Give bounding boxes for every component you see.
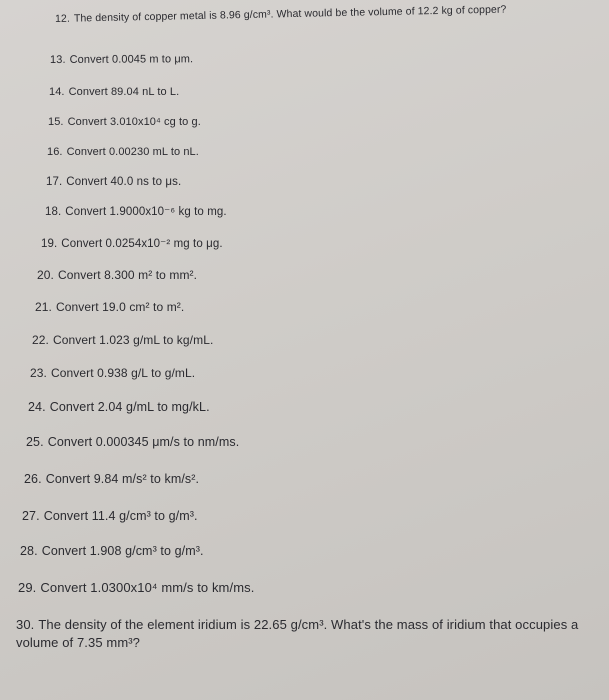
question-number: 30. [16,617,35,632]
question-number: 20. [37,268,54,282]
question-text: Convert 0.00230 mL to nL. [66,146,199,158]
question-12 [55,3,507,26]
question-number: 21. [35,300,52,314]
question-23 [30,366,195,380]
question-number: 25. [26,435,44,449]
question-text: Convert 1.0300x10⁴ mm/s to km/ms. [40,580,255,595]
question-number: 19. [41,238,58,250]
question-13 [50,52,193,67]
question-number: 13. [49,53,66,66]
question-text: The density of the element iridium is 22.65 g/cm³. What's the mass of iridium that occupies a volume of 7.35 mm³? [16,617,579,650]
question-21 [35,300,184,314]
question-text: Convert 9.84 m/s² to km/s². [45,472,200,486]
question-number: 16. [47,146,63,158]
question-16 [47,145,199,159]
question-text: Convert 8.300 m² to mm². [57,268,198,282]
question-26 [24,472,199,486]
question-29 [18,581,254,595]
question-24 [28,400,210,414]
question-number: 27. [22,509,40,523]
question-text: Convert 1.9000x10⁻⁶ kg to mg. [65,206,227,218]
question-text: Convert 2.04 g/mL to mg/kL. [49,400,210,414]
question-number: 28. [20,544,38,558]
question-text: Convert 1.023 g/mL to kg/mL. [52,333,214,347]
question-15 [48,115,201,129]
question-text: Convert 1.908 g/cm³ to g/m³. [41,544,204,558]
question-14 [49,85,179,99]
question-text: Convert 40.0 ns to μs. [66,176,182,188]
question-18 [45,205,227,219]
question-number: 14. [49,86,65,98]
question-text: Convert 0.0045 m to μm. [69,53,194,66]
question-number: 15. [48,116,64,128]
question-20 [37,268,197,282]
question-number: 23. [30,366,47,380]
question-text: Convert 3.010x10⁴ cg to g. [67,116,201,128]
question-text: Convert 19.0 cm² to m². [55,300,185,314]
question-30 [16,616,606,652]
question-text: Convert 0.0254x10⁻² mg to μg. [61,238,223,250]
question-text: The density of copper metal is 8.96 g/cm³. What would be the volume of 12.2 kg of copper? [73,3,507,25]
question-number: 24. [28,400,46,414]
question-number: 26. [24,472,42,486]
question-number: 29. [18,580,37,595]
question-text: Convert 0.000345 μm/s to nm/ms. [47,435,240,449]
question-28 [20,544,204,558]
question-text: Convert 11.4 g/cm³ to g/m³. [43,509,198,523]
question-22 [32,333,213,347]
question-text: Convert 89.04 nL to L. [68,86,180,98]
question-number: 17. [46,176,63,188]
question-25 [26,435,239,449]
question-17 [46,175,181,189]
question-number: 22. [32,333,49,347]
question-27 [22,509,198,523]
question-19 [41,237,223,251]
question-number: 18. [45,206,62,218]
question-text: Convert 0.938 g/L to g/mL. [50,366,196,380]
question-number: 12. [54,12,71,25]
